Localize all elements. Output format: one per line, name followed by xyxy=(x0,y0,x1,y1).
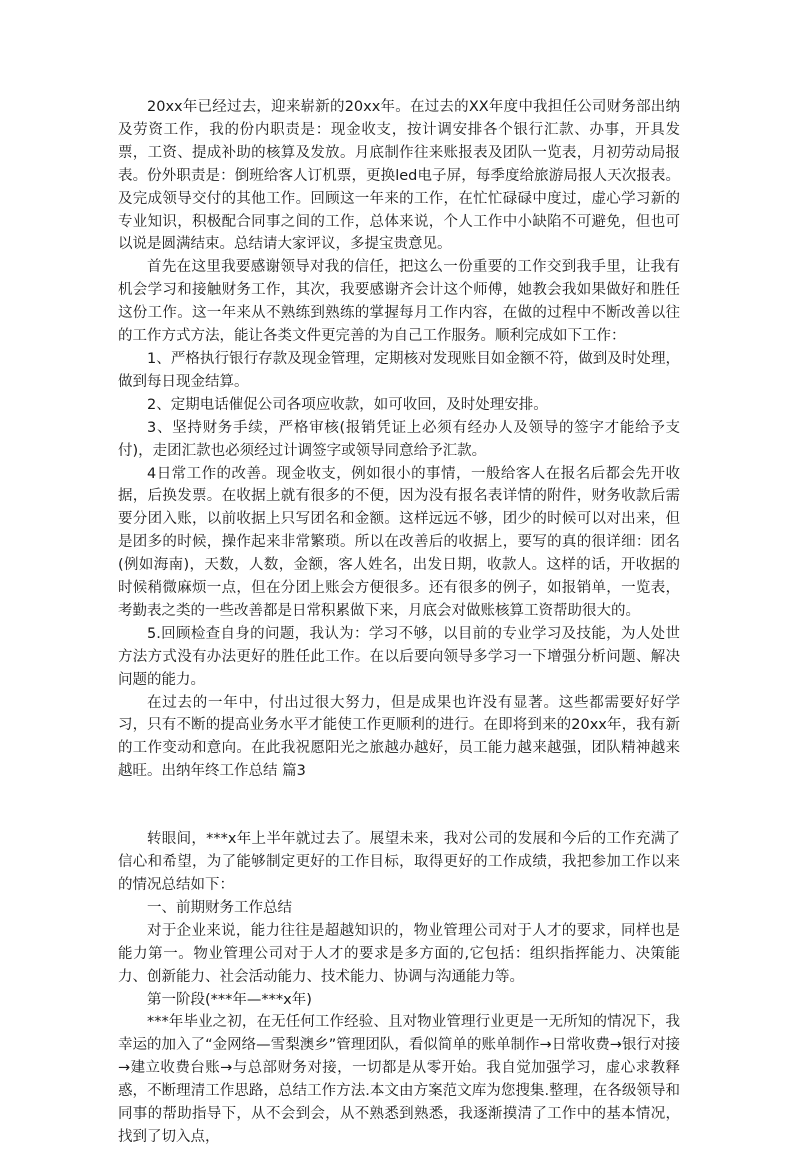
document-body xyxy=(118,96,680,1149)
paragraph-intro: 20xx年已经过去，迎来崭新的20xx年。在过去的XX年度中我担任公司财务部出纳及劳资工作，我的份内职责是：现金收支，按计调安排各个银行汇款、办事，开具发票，工资、提成补助的核算及发放。月底制作往来账报表及团队一览表，月初劳动局报表。份外职责是：倒班给客人订机票，更换led电子屏，每季度给旅游局报人天次报表。及完成领导交付的其他工作。回顾这一年来的工作，在忙忙碌碌中度过，虚心学习新的专业知识，积极配合同事之间的工作，总体来说，个人工作中小缺陷不可避免，但也可以说是圆满结束。总结请大家评议，多提宝贵意见。 xyxy=(118,99,680,253)
paragraph-item-3: 3、坚持财务手续，严格审核(报销凭证上必须有经办人及领导的签字才能给予支付)，走团汇款也必须经过计调签字或领导同意给予汇款。 xyxy=(118,419,680,459)
paragraph-item-5: 5.回顾检查自身的问题，我认为：学习不够，以目前的专业学习及技能，为人处世方法方式没有办法更好的胜任此工作。在以后要向领导多学习一下增强分析问题、解决问题的能力。 xyxy=(118,625,680,688)
paragraph-section3-intro: 转眼间，***x年上半年就过去了。展望未来，我对公司的发展和今后的工作充满了信心和希望，为了能够制定更好的工作目标，取得更好的工作成绩，我把参加工作以来的情况总结如下： xyxy=(118,831,680,893)
paragraph-ability: 对于企业来说，能力往往是超越知识的，物业管理公司对于人才的要求，同样也是能力第一。物业管理公司对于人才的要求是多方面的,它包括：组织指挥能力、决策能力、创新能力、社会活动能力、技术能力、协调与沟通能力等。 xyxy=(118,922,680,985)
stage-heading: 第一阶段(***年—***x年) xyxy=(147,991,312,1008)
section-heading: 一、前期财务工作总结 xyxy=(147,899,292,916)
paragraph-conclusion: 在过去的一年中，付出过很大努力，但是成果也许没有显著。这些都需要好好学习，只有不断的提高业务水平才能使工作更顺利的进行。在即将到来的20xx年，我有新的工作变动和意向。在此我祝愿阳光之旅越办越好，员工能力越来越强，团队精神越来越旺。出纳年终工作总结 篇3 xyxy=(118,694,680,780)
paragraph-item-2: 2、定期电话催促公司各项应收款，如可收回，及时处理安排。 xyxy=(147,396,548,413)
paragraph-stage-1: ***年毕业之初，在无任何工作经验、且对物业管理行业更是一无所知的情况下，我幸运的加入了“金网络—雪梨澳乡”管理团队，看似简单的账单制作→日常收费→银行对接→建立收费台账→与总部财务对接，一切都是从零开始。我自觉加强学习，虚心求教释惑，不断理清工作思路，总结工作方法.本文由方案范文库为您搜集.整理，在各级领导和同事的帮助指导下，从不会到会，从不熟悉到熟悉，我逐渐摸清了工作中的基本情况，找到了切入点， xyxy=(118,1014,680,1145)
paragraph-thanks: 首先在这里我要感谢领导对我的信任，把这么一份重要的工作交到我手里，让我有机会学习和接触财务工作，其次，我要感谢齐会计这个师傅，她教会我如果做好和胜任这份工作。这一年来从不熟练到熟练的掌握每月工作内容，在做的过程中不断改善以往的工作方式方法，能让各类文件更完善的为自己工作服务。顺利完成如下工作： xyxy=(118,259,680,345)
paragraph-item-4: 4日常工作的改善。现金收支，例如很小的事情，一般给客人在报名后都会先开收据，后换发票。在收据上就有很多的不便，因为没有报名表详情的附件，财务收款后需要分团入账，以前收据上只写团名和金额。这样远远不够，团少的时候可以对出来，但是团多的时候，操作起来非常繁琐。所以在改善后的收据上，要写的真的很详细：团名(例如海南)，天数，人数，金额，客人姓名，出发日期，收款人。这样的话，开收据的时候稍微麻烦一点，但在分团上账会方便很多。还有很多的例子，如报销单，一览表，考勤表之类的一些改善都是日常积累做下来，月底会对做账核算工资帮助很大的。 xyxy=(118,465,680,619)
paragraph-item-1: 1、严格执行银行存款及现金管理，定期核对发现账目如金额不符，做到及时处理，做到每日现金结算。 xyxy=(118,350,680,390)
